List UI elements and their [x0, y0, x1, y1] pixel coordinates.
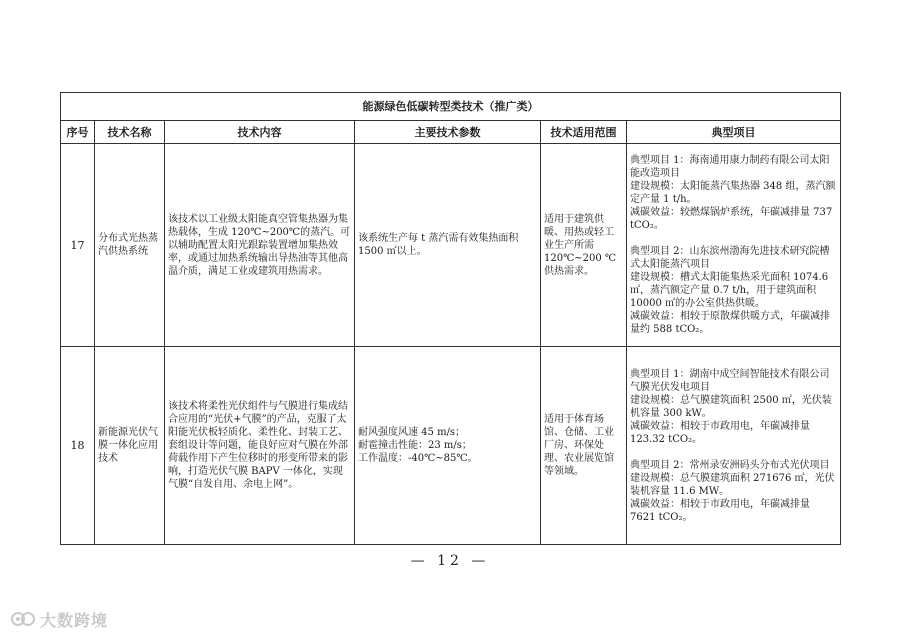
project-entry: 典型项目 2：常州录安洲码头分布式光伏项目 建设规模：总气膜建筑面积 271676 ㎡，光伏装机容量 11.6 MW。 减碳效益：相较于市政用电，年碳减排量 7621 tCO₂。 — [630, 459, 835, 523]
row-number: 17 — [61, 144, 95, 347]
header-tech-params: 主要技术参数 — [355, 121, 541, 144]
watermark — [10, 608, 108, 630]
tech-name: 新能源光伏气膜一体化应用技术 — [95, 347, 165, 545]
tech-content: 该技术以工业级太阳能真空管集热器为集热载体，生成 120℃~200℃的蒸汽。可以辅助配置太阳光跟踪装置增加集热效率，或通过加热系统输出导热油等其他高温介质，满足工业或建筑用热需求。 — [165, 144, 355, 347]
technology-table — [60, 92, 841, 545]
header-scope: 技术适用范围 — [541, 121, 627, 144]
tech-params: 耐风强度风速 45 m/s； 耐雹撞击性能：23 m/s； 工作温度：-40℃~85℃。 — [355, 347, 541, 545]
typical-projects — [627, 144, 841, 347]
brand-logo-icon — [10, 610, 36, 628]
tech-content: 该技术将柔性光伏组件与气膜进行集成结合应用的“光伏+气膜”的产品，克服了太阳能光伏板轻质化、柔性化、封装工艺、套组设计等问题，能良好应对气膜在外部荷载作用下产生位移时的形变所带来的影响，打造光伏气膜 BAPV 一体化，实现气膜“自发自用、余电上网”。 — [165, 347, 355, 545]
table-row — [61, 144, 841, 347]
header-tech-name: 技术名称 — [95, 121, 165, 144]
page-number: — 12 — — [410, 553, 490, 569]
tech-scope: 适用于体育场馆、仓储、工业厂房、环保处理、农业展览馆等领域。 — [541, 347, 627, 545]
tech-params: 该系统生产每 t 蒸汽需有效集热面积 1500 ㎡以上。 — [355, 144, 541, 347]
tech-name: 分布式光热蒸汽供热系统 — [95, 144, 165, 347]
project-entry: 典型项目 2：山东滨州渤海先进技术研究院槽式太阳能蒸汽项目 建设规模：槽式太阳能集热采光面积 1074.6 ㎡，蒸汽额定产量 0.7 t/h，用于建筑面积 10000 ㎡的办公室供热供暖。 减碳效益：相较于原散煤供暖方式，年碳减排量约 588 tCO₂。 — [630, 246, 830, 335]
header-projects: 典型项目 — [627, 121, 841, 144]
table-header-row — [61, 121, 841, 144]
tech-scope: 适用于建筑供暖、用热或轻工业生产所需120℃~200 ℃供热需求。 — [541, 144, 627, 347]
typical-projects — [627, 347, 841, 545]
project-entry: 典型项目 1：湖南中成空间智能技术有限公司气膜光伏发电项目 建设规模：总气膜建筑面积 2500 ㎡，光伏装机容量 300 kW。 减碳效益：相较于市政用电，年碳减排量 123.32 tCO₂。 — [630, 368, 832, 445]
project-entry: 典型项目 1：海南通用康力制药有限公司太阳能改造项目 建设规模：太阳能蒸汽集热器 348 组，蒸汽额定产量 1 t/h。 减碳效益：较燃煤锅炉系统，年碳减排量 737 tCO₂。 — [630, 155, 836, 231]
table-title: 能源绿色低碳转型类技术（推广类） — [61, 93, 841, 121]
table-row — [61, 347, 841, 545]
header-no: 序号 — [61, 121, 95, 144]
header-tech-content: 技术内容 — [165, 121, 355, 144]
table-title-row — [61, 93, 841, 121]
watermark-text: 大数跨境 — [40, 610, 109, 630]
row-number: 18 — [61, 347, 95, 545]
